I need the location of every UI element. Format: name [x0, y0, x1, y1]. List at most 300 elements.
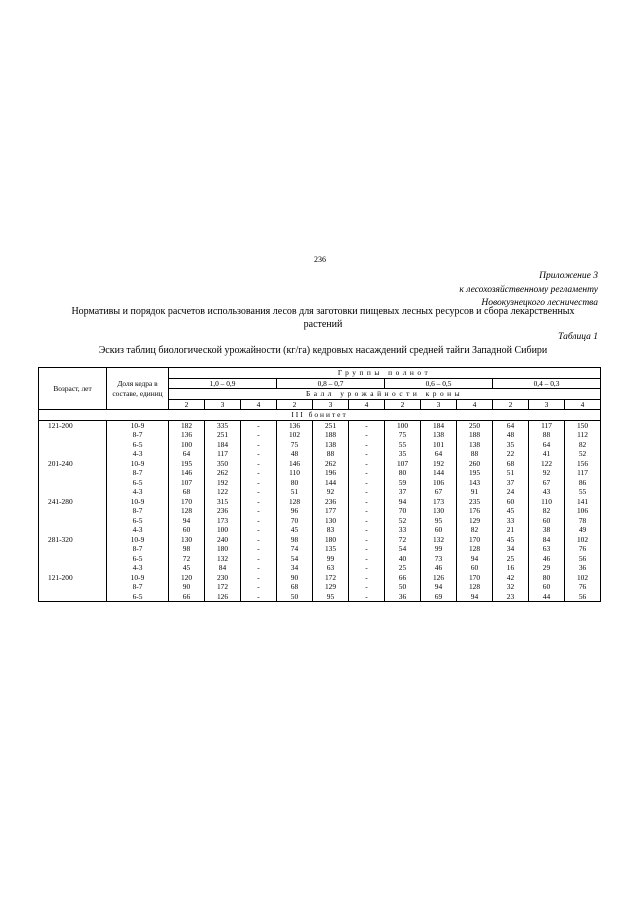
age-cell: 281-320: [39, 535, 107, 545]
yield-cell: 117: [565, 468, 601, 478]
yield-cell: 49: [565, 525, 601, 535]
age-cell: [39, 449, 107, 459]
age-cell: 241-280: [39, 497, 107, 507]
crown-score-cell: 3: [421, 399, 457, 410]
yield-cell: 96: [277, 506, 313, 516]
share-cell: 8-7: [107, 582, 169, 592]
age-cell: [39, 487, 107, 497]
yield-cell: 117: [205, 449, 241, 459]
yield-cell: 73: [421, 554, 457, 564]
table-row: [39, 554, 601, 564]
table-title: Эскиз таблиц биологической урожайности (кг/га) кедровых насаждений средней тайги Западной Сибири: [98, 345, 548, 356]
age-cell: [39, 478, 107, 488]
yield-cell: -: [241, 582, 277, 592]
yield-cell: 120: [169, 573, 205, 583]
yield-cell: 69: [421, 592, 457, 602]
age-header: Возраст, лет: [39, 368, 107, 410]
yield-cell: -: [349, 497, 385, 507]
yield-cell: 126: [205, 592, 241, 602]
crown-score-cell: 4: [349, 399, 385, 410]
yield-cell: 88: [313, 449, 349, 459]
yield-cell: 262: [313, 459, 349, 469]
yield-cell: 32: [493, 582, 529, 592]
age-cell: [39, 582, 107, 592]
yield-cell: 98: [277, 535, 313, 545]
yield-cell: 230: [205, 573, 241, 583]
share-cell: 6-5: [107, 592, 169, 602]
yield-cell: 48: [493, 430, 529, 440]
yield-cell: 29: [529, 563, 565, 573]
yield-cell: -: [349, 487, 385, 497]
yield-cell: -: [241, 506, 277, 516]
yield-cell: -: [349, 592, 385, 602]
yield-cell: 144: [313, 478, 349, 488]
yield-cell: 46: [529, 554, 565, 564]
table-row: [39, 487, 601, 497]
appendix-line-2: к лесохозяйственному регламенту: [459, 284, 598, 295]
share-cell: 8-7: [107, 468, 169, 478]
yield-cell: 82: [457, 525, 493, 535]
yield-cell: 138: [457, 440, 493, 450]
yield-cell: 129: [457, 516, 493, 526]
yield-cell: 66: [385, 573, 421, 583]
yield-cell: 72: [169, 554, 205, 564]
table-row: [39, 468, 601, 478]
bonitet-label: III бонитет: [39, 410, 601, 421]
yield-cell: 60: [529, 516, 565, 526]
share-cell: 8-7: [107, 506, 169, 516]
yield-cell: 88: [457, 449, 493, 459]
yield-cell: 180: [313, 535, 349, 545]
yield-table: [38, 367, 601, 602]
table-row: [39, 592, 601, 602]
yield-cell: 74: [277, 544, 313, 554]
yield-cell: -: [349, 459, 385, 469]
yield-cell: 101: [421, 440, 457, 450]
yield-cell: 86: [565, 478, 601, 488]
crown-score-cell: 4: [457, 399, 493, 410]
yield-cell: -: [349, 544, 385, 554]
yield-cell: 132: [205, 554, 241, 564]
yield-cell: -: [349, 573, 385, 583]
yield-cell: -: [241, 525, 277, 535]
yield-cell: -: [241, 554, 277, 564]
yield-cell: 130: [421, 506, 457, 516]
yield-cell: 136: [277, 420, 313, 430]
yield-cell: 95: [421, 516, 457, 526]
share-cell: 6-5: [107, 516, 169, 526]
yield-cell: 95: [313, 592, 349, 602]
yield-cell: 192: [205, 478, 241, 488]
yield-cell: 350: [205, 459, 241, 469]
document-title: [40, 306, 606, 331]
yield-cell: 170: [457, 535, 493, 545]
yield-cell: 66: [169, 592, 205, 602]
table-label: Таблица 1: [558, 332, 598, 342]
age-cell: 201-240: [39, 459, 107, 469]
yield-cell: 94: [385, 497, 421, 507]
table-row: [39, 516, 601, 526]
yield-cell: 68: [493, 459, 529, 469]
share-cell: 10-9: [107, 459, 169, 469]
yield-cell: 94: [169, 516, 205, 526]
yield-cell: 184: [421, 420, 457, 430]
yield-cell: 100: [169, 440, 205, 450]
yield-cell: 37: [493, 478, 529, 488]
crown-score-cell: 2: [277, 399, 313, 410]
yield-cell: 76: [565, 544, 601, 554]
yield-cell: 98: [169, 544, 205, 554]
age-cell: [39, 563, 107, 573]
yield-cell: 70: [277, 516, 313, 526]
yield-cell: 68: [169, 487, 205, 497]
yield-cell: 64: [421, 449, 457, 459]
yield-cell: 195: [457, 468, 493, 478]
yield-cell: 173: [421, 497, 457, 507]
yield-cell: 192: [421, 459, 457, 469]
crown-score-cell: 3: [313, 399, 349, 410]
yield-cell: 100: [385, 420, 421, 430]
title-line-1: Нормативы и порядок расчетов использования лесов для заготовки пищевых лесных ресурсов и сбора лекарственных: [71, 306, 575, 317]
yield-cell: 60: [457, 563, 493, 573]
share-cell: 8-7: [107, 544, 169, 554]
yield-cell: -: [241, 535, 277, 545]
yield-cell: 129: [313, 582, 349, 592]
yield-cell: 170: [457, 573, 493, 583]
yield-cell: 83: [313, 525, 349, 535]
yield-cell: 75: [385, 430, 421, 440]
yield-cell: -: [349, 506, 385, 516]
yield-cell: 80: [277, 478, 313, 488]
share-cell: 10-9: [107, 573, 169, 583]
yield-cell: -: [241, 497, 277, 507]
yield-cell: 180: [205, 544, 241, 554]
yield-cell: 102: [277, 430, 313, 440]
yield-cell: 173: [205, 516, 241, 526]
crown-score-cell: 2: [493, 399, 529, 410]
yield-cell: 56: [565, 554, 601, 564]
crown-score-cell: 2: [169, 399, 205, 410]
yield-cell: 170: [169, 497, 205, 507]
density-group-header: 0,6 – 0,5: [385, 378, 493, 389]
table-row: [39, 506, 601, 516]
yield-cell: 236: [313, 497, 349, 507]
yield-cell: 130: [169, 535, 205, 545]
yield-cell: 45: [493, 535, 529, 545]
yield-cell: -: [241, 592, 277, 602]
yield-cell: 25: [493, 554, 529, 564]
table-row: [39, 449, 601, 459]
yield-cell: 112: [565, 430, 601, 440]
table-row: [39, 535, 601, 545]
yield-cell: 60: [421, 525, 457, 535]
yield-cell: 64: [169, 449, 205, 459]
yield-cell: 172: [313, 573, 349, 583]
density-groups-header: Группы полнот: [169, 368, 601, 379]
appendix-line-3: Новокузнецкого лесничества: [481, 298, 598, 308]
yield-cell: 21: [493, 525, 529, 535]
yield-cell: 60: [529, 582, 565, 592]
density-group-header: 0,8 – 0,7: [277, 378, 385, 389]
yield-cell: -: [349, 516, 385, 526]
yield-cell: 182: [169, 420, 205, 430]
yield-cell: 177: [313, 506, 349, 516]
yield-cell: 33: [493, 516, 529, 526]
age-cell: [39, 516, 107, 526]
age-cell: 121-200: [39, 573, 107, 583]
table-row: [39, 544, 601, 554]
table-row: [39, 582, 601, 592]
yield-cell: 37: [385, 487, 421, 497]
yield-cell: 122: [529, 459, 565, 469]
yield-cell: -: [241, 430, 277, 440]
yield-cell: 100: [205, 525, 241, 535]
yield-cell: 80: [529, 573, 565, 583]
table-row: [39, 478, 601, 488]
appendix-line-1: Приложение 3: [539, 271, 598, 281]
title-line-2: растений: [303, 318, 343, 330]
yield-cell: 94: [457, 592, 493, 602]
table-row: [39, 573, 601, 583]
yield-cell: 315: [205, 497, 241, 507]
yield-cell: -: [241, 440, 277, 450]
yield-cell: 68: [277, 582, 313, 592]
yield-cell: 130: [313, 516, 349, 526]
yield-cell: 188: [457, 430, 493, 440]
yield-cell: 54: [277, 554, 313, 564]
yield-cell: 36: [565, 563, 601, 573]
yield-cell: 70: [385, 506, 421, 516]
yield-cell: 54: [385, 544, 421, 554]
yield-cell: 64: [493, 420, 529, 430]
yield-cell: 24: [493, 487, 529, 497]
yield-cell: 172: [205, 582, 241, 592]
yield-cell: 236: [205, 506, 241, 516]
yield-cell: 150: [565, 420, 601, 430]
yield-cell: 102: [565, 535, 601, 545]
yield-cell: 50: [277, 592, 313, 602]
yield-cell: -: [241, 478, 277, 488]
share-cell: 6-5: [107, 478, 169, 488]
yield-cell: 23: [493, 592, 529, 602]
yield-cell: -: [241, 459, 277, 469]
yield-cell: 138: [421, 430, 457, 440]
table-row: [39, 430, 601, 440]
yield-cell: 110: [277, 468, 313, 478]
crown-score-cell: 4: [241, 399, 277, 410]
appendix-header: [459, 270, 598, 311]
yield-cell: -: [349, 582, 385, 592]
yield-cell: 146: [277, 459, 313, 469]
yield-cell: 64: [529, 440, 565, 450]
yield-cell: -: [349, 554, 385, 564]
age-cell: [39, 544, 107, 554]
age-cell: 121-200: [39, 420, 107, 430]
yield-cell: 67: [529, 478, 565, 488]
table-row: [39, 440, 601, 450]
yield-cell: 78: [565, 516, 601, 526]
yield-cell: -: [349, 468, 385, 478]
share-cell: 4-3: [107, 487, 169, 497]
yield-cell: 50: [385, 582, 421, 592]
yield-cell: 60: [169, 525, 205, 535]
yield-cell: 36: [385, 592, 421, 602]
yield-cell: -: [241, 516, 277, 526]
share-cell: 4-3: [107, 449, 169, 459]
yield-cell: 122: [205, 487, 241, 497]
yield-cell: 195: [169, 459, 205, 469]
share-cell: 6-5: [107, 440, 169, 450]
yield-cell: 250: [457, 420, 493, 430]
yield-cell: 40: [385, 554, 421, 564]
yield-cell: 184: [205, 440, 241, 450]
yield-cell: 22: [493, 449, 529, 459]
yield-cell: 99: [313, 554, 349, 564]
yield-cell: -: [241, 544, 277, 554]
table-row: [39, 525, 601, 535]
yield-cell: 138: [313, 440, 349, 450]
share-cell: 10-9: [107, 497, 169, 507]
yield-cell: 45: [277, 525, 313, 535]
share-header: Доля кедра в составе, единиц: [107, 368, 169, 410]
age-cell: [39, 554, 107, 564]
yield-cell: 94: [457, 554, 493, 564]
yield-cell: 107: [385, 459, 421, 469]
yield-cell: 102: [565, 573, 601, 583]
yield-cell: 107: [169, 478, 205, 488]
yield-cell: 251: [313, 420, 349, 430]
yield-cell: 51: [493, 468, 529, 478]
yield-cell: 92: [529, 468, 565, 478]
yield-cell: 156: [565, 459, 601, 469]
yield-cell: 141: [565, 497, 601, 507]
yield-cell: 106: [565, 506, 601, 516]
yield-cell: 262: [205, 468, 241, 478]
yield-cell: 59: [385, 478, 421, 488]
yield-cell: 56: [565, 592, 601, 602]
yield-cell: 144: [421, 468, 457, 478]
yield-cell: -: [349, 430, 385, 440]
crown-score-cell: 2: [385, 399, 421, 410]
share-cell: 10-9: [107, 420, 169, 430]
share-cell: 4-3: [107, 563, 169, 573]
share-cell: 10-9: [107, 535, 169, 545]
yield-cell: 235: [457, 497, 493, 507]
yield-cell: 335: [205, 420, 241, 430]
yield-cell: 146: [169, 468, 205, 478]
yield-cell: 48: [277, 449, 313, 459]
share-cell: 8-7: [107, 430, 169, 440]
yield-cell: 35: [385, 449, 421, 459]
yield-cell: -: [349, 525, 385, 535]
yield-cell: 52: [565, 449, 601, 459]
density-group-header: 1,0 – 0,9: [169, 378, 277, 389]
yield-cell: 188: [313, 430, 349, 440]
age-cell: [39, 592, 107, 602]
density-group-header: 0,4 – 0,3: [493, 378, 601, 389]
yield-cell: 128: [457, 544, 493, 554]
crown-score-cell: 3: [529, 399, 565, 410]
yield-cell: 92: [313, 487, 349, 497]
yield-cell: 34: [493, 544, 529, 554]
yield-cell: 38: [529, 525, 565, 535]
yield-cell: 45: [169, 563, 205, 573]
yield-cell: 110: [529, 497, 565, 507]
yield-cell: 90: [169, 582, 205, 592]
yield-cell: 84: [205, 563, 241, 573]
yield-cell: 41: [529, 449, 565, 459]
yield-cell: -: [349, 563, 385, 573]
yield-cell: -: [349, 420, 385, 430]
table-row: [39, 497, 601, 507]
yield-cell: 90: [277, 573, 313, 583]
yield-cell: 82: [529, 506, 565, 516]
yield-cell: 76: [565, 582, 601, 592]
age-cell: [39, 440, 107, 450]
share-cell: 4-3: [107, 525, 169, 535]
yield-cell: 75: [277, 440, 313, 450]
yield-cell: 55: [385, 440, 421, 450]
yield-cell: -: [241, 420, 277, 430]
yield-cell: 60: [493, 497, 529, 507]
yield-cell: 55: [565, 487, 601, 497]
yield-cell: 25: [385, 563, 421, 573]
table-row: [39, 420, 601, 430]
yield-cell: 72: [385, 535, 421, 545]
yield-cell: 52: [385, 516, 421, 526]
yield-cell: -: [241, 449, 277, 459]
yield-cell: 128: [169, 506, 205, 516]
yield-cell: 16: [493, 563, 529, 573]
yield-cell: 33: [385, 525, 421, 535]
yield-cell: -: [349, 449, 385, 459]
yield-cell: -: [241, 573, 277, 583]
yield-cell: 132: [421, 535, 457, 545]
yield-cell: 44: [529, 592, 565, 602]
yield-cell: 136: [169, 430, 205, 440]
age-cell: [39, 430, 107, 440]
yield-cell: 240: [205, 535, 241, 545]
yield-cell: 143: [457, 478, 493, 488]
yield-cell: 176: [457, 506, 493, 516]
yield-cell: 251: [205, 430, 241, 440]
yield-cell: 84: [529, 535, 565, 545]
table-row: [39, 563, 601, 573]
yield-cell: 94: [421, 582, 457, 592]
share-cell: 6-5: [107, 554, 169, 564]
yield-cell: 35: [493, 440, 529, 450]
yield-cell: 106: [421, 478, 457, 488]
yield-cell: 34: [277, 563, 313, 573]
yield-cell: -: [241, 487, 277, 497]
yield-cell: 117: [529, 420, 565, 430]
page-number: 236: [314, 255, 326, 264]
yield-cell: 135: [313, 544, 349, 554]
yield-cell: 63: [313, 563, 349, 573]
yield-cell: 43: [529, 487, 565, 497]
yield-cell: 51: [277, 487, 313, 497]
yield-cell: 67: [421, 487, 457, 497]
yield-cell: 99: [421, 544, 457, 554]
yield-cell: 91: [457, 487, 493, 497]
age-cell: [39, 506, 107, 516]
yield-cell: 42: [493, 573, 529, 583]
yield-cell: 196: [313, 468, 349, 478]
yield-cell: 126: [421, 573, 457, 583]
yield-cell: -: [241, 468, 277, 478]
yield-cell: 128: [457, 582, 493, 592]
crown-score-cell: 3: [205, 399, 241, 410]
